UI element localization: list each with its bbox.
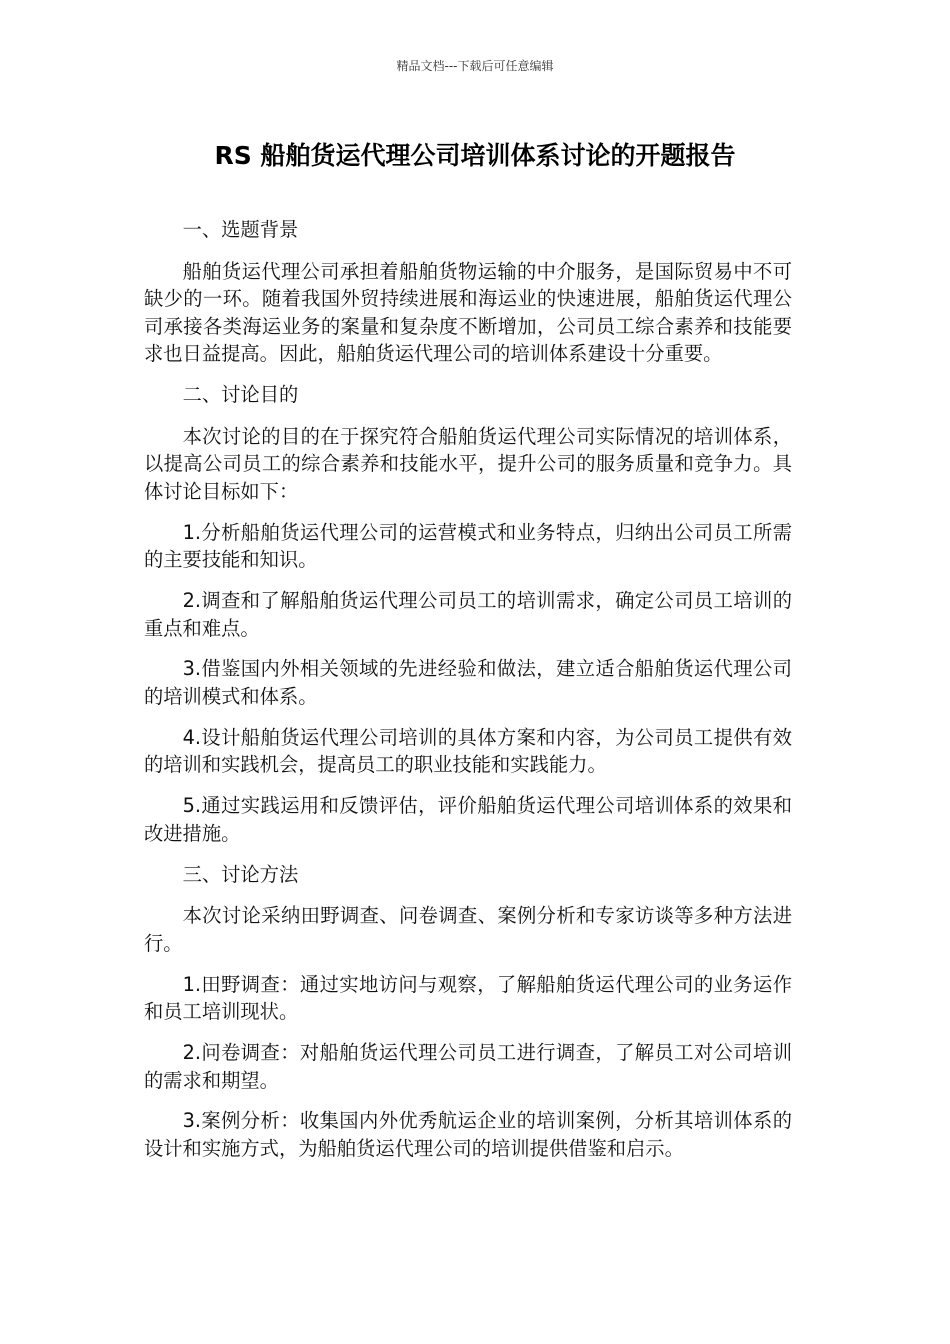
method-item: 1.田野调查：通过实地访问与观察，了解船舶货运代理公司的业务运作和员工培训现状。 xyxy=(144,972,792,1024)
method-item: 2.问卷调查：对船舶货运代理公司员工进行调查，了解员工对公司培训的需求和期望。 xyxy=(144,1040,792,1092)
document-title: RS 船舶货运代理公司培训体系讨论的开题报告 xyxy=(214,141,736,170)
purpose-item: 2.调查和了解船舶货运代理公司员工的培训需求，确定公司员工培训的重点和难点。 xyxy=(144,589,792,640)
background-paragraph: 船舶货运代理公司承担着船舶货物运输的中介服务，是国际贸易中不可缺少的一环。随着我国外贸持续进展和海运业的快速进展，船舶货运代理公司承接各类海运业务的案量和复杂度不断增加，公司员工综合素养和技能要求也日益提高。因此，船舶货运代理公司的培训体系建设十分重要。 xyxy=(144,259,792,366)
document-body xyxy=(144,216,792,1176)
section-heading-purpose: 二、讨论目的 xyxy=(182,383,299,407)
purpose-item: 1.分析船舶货运代理公司的运营模式和业务特点，归纳出公司员工所需的主要技能和知识。 xyxy=(144,520,792,572)
method-item: 3.案例分析：收集国内外优秀航运企业的培训案例，分析其培训体系的设计和实施方式，为船舶货运代理公司的培训提供借鉴和启示。 xyxy=(144,1109,792,1160)
method-intro-paragraph: 本次讨论采纳田野调查、问卷调查、案例分析和专家访谈等多种方法进行。 xyxy=(144,904,792,955)
purpose-item: 4.设计船舶货运代理公司培训的具体方案和内容，为公司员工提供有效的培训和实践机会，提高员工的职业技能和实践能力。 xyxy=(144,725,792,777)
section-heading-background: 一、选题背景 xyxy=(182,218,299,241)
section-heading-method: 三、讨论方法 xyxy=(182,862,299,886)
purpose-item: 5.通过实践运用和反馈评估，评价船舶货运代理公司培训体系的效果和改进措施。 xyxy=(144,794,792,845)
page-header: 精品文档---下载后可任意编辑 xyxy=(396,59,554,73)
purpose-item: 3.借鉴国内外相关领域的先进经验和做法，建立适合船舶货运代理公司的培训模式和体系。 xyxy=(144,657,792,709)
purpose-intro-paragraph: 本次讨论的目的在于探究符合船舶货运代理公司实际情况的培训体系，以提高公司员工的综合素养和技能水平，提升公司的服务质量和竞争力。具体讨论目标如下： xyxy=(144,424,792,503)
